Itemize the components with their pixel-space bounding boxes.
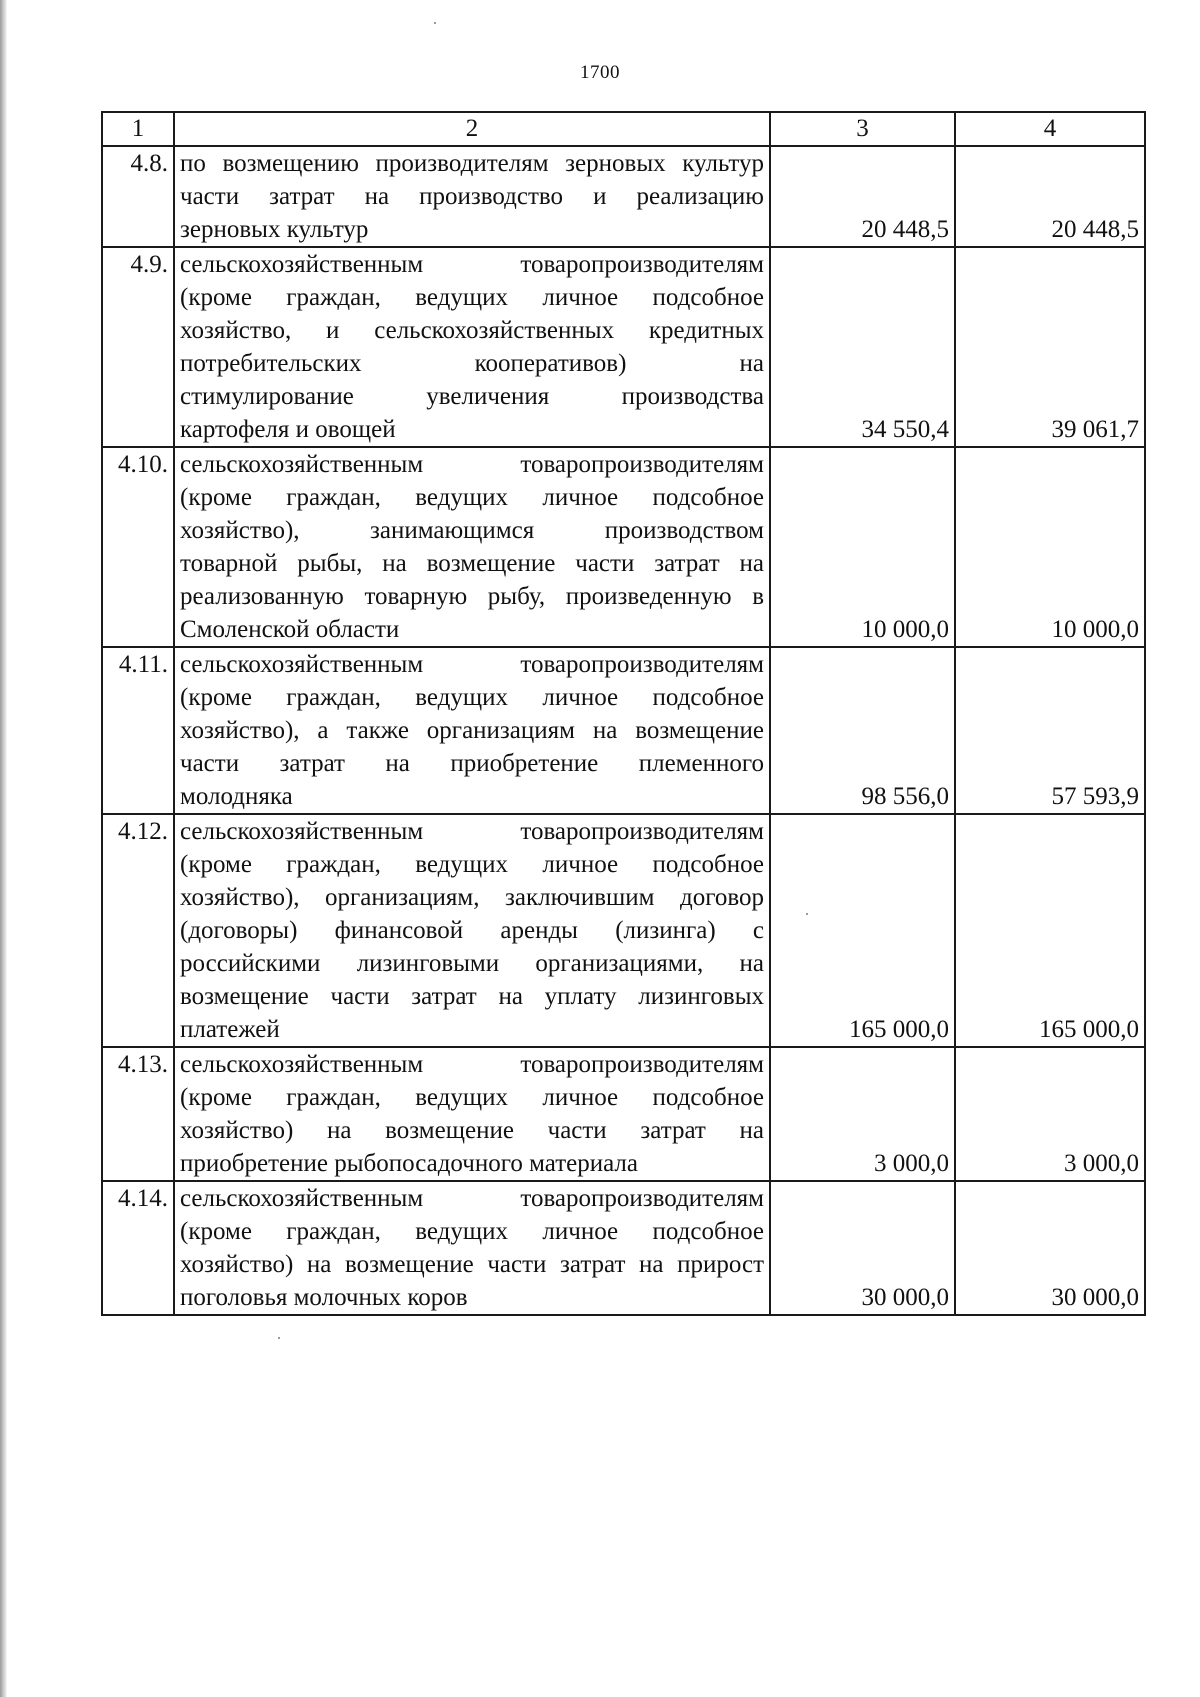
description-line: сельскохозяйственным товаропроизводителям	[180, 651, 764, 678]
description-line: части затрат на приобретение племенного	[180, 750, 764, 777]
row-value-col-3: 34 550,4	[770, 247, 955, 447]
description-line: платежей	[180, 1016, 280, 1043]
description-line: товарной рыбы, на возмещение части затрат на	[180, 550, 764, 577]
row-value-col-3: 20 448,5	[770, 146, 955, 247]
description-line: сельскохозяйственным товаропроизводителям	[180, 251, 764, 278]
header-col-1: 1	[102, 112, 174, 146]
table-body	[102, 146, 1145, 1315]
table-row	[102, 1181, 1145, 1315]
table-row	[102, 814, 1145, 1047]
description-line: зерновых культур	[180, 216, 369, 243]
description-line: (договоры) финансовой аренды (лизинга) с	[180, 917, 764, 944]
header-col-3: 3	[770, 112, 955, 146]
row-number: 4.10.	[102, 447, 174, 647]
scan-speck	[434, 22, 436, 24]
description-line: (кроме граждан, ведущих личное подсобное	[180, 284, 764, 311]
description-line: (кроме граждан, ведущих личное подсобное	[180, 484, 764, 511]
description-line: приобретение рыбопосадочного материала	[180, 1150, 639, 1177]
row-value-col-3: 98 556,0	[770, 647, 955, 814]
row-number: 4.8.	[102, 146, 174, 247]
table-row	[102, 247, 1145, 447]
description-line: возмещение части затрат на уплату лизинговых	[180, 983, 764, 1010]
row-description	[174, 247, 770, 447]
row-number: 4.12.	[102, 814, 174, 1047]
table-row	[102, 447, 1145, 647]
description-line: (кроме граждан, ведущих личное подсобное	[180, 1218, 764, 1245]
description-line: хозяйство), организациям, заключившим договор	[180, 884, 764, 911]
header-col-2: 2	[174, 112, 770, 146]
row-value-col-4: 39 061,7	[955, 247, 1145, 447]
page-number: 1700	[580, 62, 620, 83]
table-row	[102, 1047, 1145, 1181]
table-row	[102, 146, 1145, 247]
row-value-col-4: 165 000,0	[955, 814, 1145, 1047]
row-description	[174, 146, 770, 247]
description-line: хозяйство, и сельскохозяйственных кредитных	[180, 317, 764, 344]
description-line: сельскохозяйственным товаропроизводителям	[180, 818, 764, 845]
scan-edge-shadow	[0, 0, 7, 1697]
description-line: хозяйство) на возмещение части затрат на	[180, 1117, 764, 1144]
description-line: сельскохозяйственным товаропроизводителям	[180, 1185, 764, 1212]
row-value-col-3: 165 000,0	[770, 814, 955, 1047]
row-value-col-3: 3 000,0	[770, 1047, 955, 1181]
description-line: (кроме граждан, ведущих личное подсобное	[180, 851, 764, 878]
description-line: стимулирование увеличения производства	[180, 383, 764, 410]
description-line: картофеля и овощей	[180, 416, 396, 443]
table-header-row	[102, 112, 1145, 146]
header-col-4: 4	[955, 112, 1145, 146]
table-row	[102, 647, 1145, 814]
description-line: Смоленской области	[180, 616, 400, 643]
row-value-col-4: 20 448,5	[955, 146, 1145, 247]
description-line: сельскохозяйственным товаропроизводителям	[180, 1051, 764, 1078]
description-line: реализованную товарную рыбу, произведенную в	[180, 583, 764, 610]
description-line: поголовья молочных коров	[180, 1284, 468, 1311]
scan-speck	[278, 1337, 280, 1339]
row-description	[174, 447, 770, 647]
row-description	[174, 1181, 770, 1315]
row-description	[174, 647, 770, 814]
row-number: 4.11.	[102, 647, 174, 814]
description-line: хозяйство), занимающимся производством	[180, 517, 764, 544]
row-value-col-4: 3 000,0	[955, 1047, 1145, 1181]
description-line: российскими лизинговыми организациями, на	[180, 950, 764, 977]
description-line: хозяйство) на возмещение части затрат на прирост	[180, 1251, 764, 1278]
description-line: части затрат на производство и реализацию	[180, 183, 764, 210]
budget-table	[101, 111, 1146, 1316]
description-line: (кроме граждан, ведущих личное подсобное	[180, 684, 764, 711]
row-number: 4.13.	[102, 1047, 174, 1181]
row-value-col-3: 10 000,0	[770, 447, 955, 647]
description-line: (кроме граждан, ведущих личное подсобное	[180, 1084, 764, 1111]
row-value-col-4: 30 000,0	[955, 1181, 1145, 1315]
row-value-col-4: 10 000,0	[955, 447, 1145, 647]
description-line: сельскохозяйственным товаропроизводителям	[180, 451, 764, 478]
row-value-col-4: 57 593,9	[955, 647, 1145, 814]
description-line: молодняка	[180, 783, 293, 810]
description-line: по возмещению производителям зерновых культур	[180, 150, 764, 177]
row-number: 4.14.	[102, 1181, 174, 1315]
description-line: потребительских кооперативов) на	[180, 350, 764, 377]
row-description	[174, 814, 770, 1047]
row-number: 4.9.	[102, 247, 174, 447]
row-description	[174, 1047, 770, 1181]
scan-speck	[806, 913, 808, 915]
row-value-col-3: 30 000,0	[770, 1181, 955, 1315]
description-line: хозяйство), а также организациям на возмещение	[180, 717, 764, 744]
